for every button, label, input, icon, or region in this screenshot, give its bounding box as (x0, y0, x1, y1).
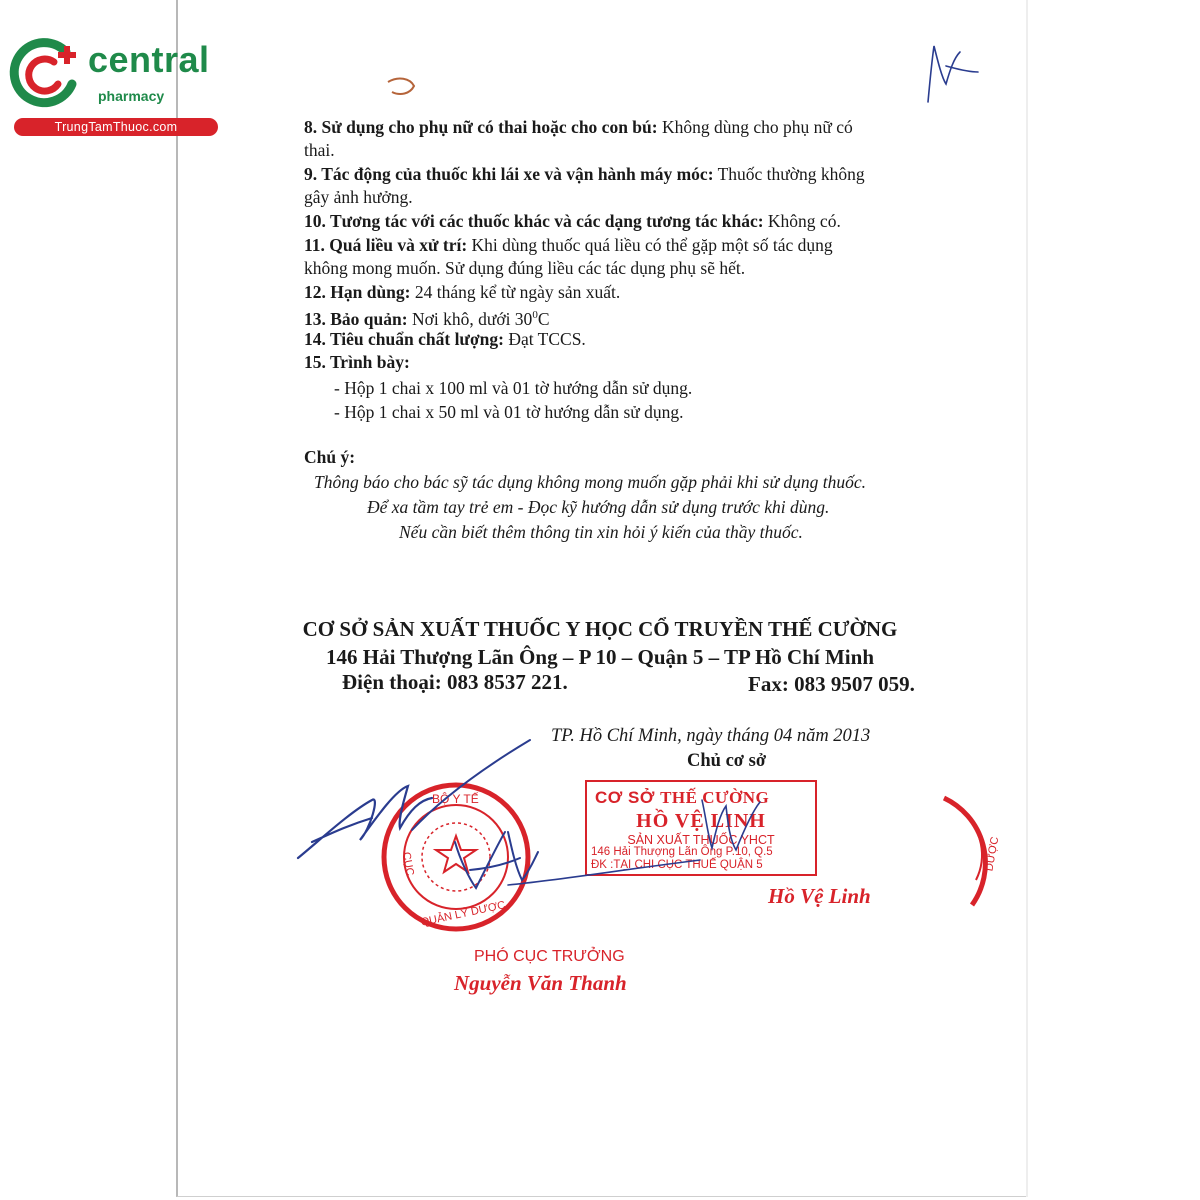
section-9 (304, 163, 982, 186)
dateline: TP. Hồ Chí Minh, ngày tháng 04 năm 2013 (551, 726, 871, 746)
section-15 (304, 351, 410, 374)
section-9-text: Thuốc thường không (713, 164, 865, 184)
deputy-title: PHÓ CỤC TRƯỞNG (474, 948, 625, 965)
seal-left-text: CỤC (399, 851, 416, 877)
company-fax: Fax: 083 9507 059. (748, 672, 915, 696)
seal-right-text: DƯỢC (983, 835, 1002, 873)
section-14-text: Đạt TCCS. (503, 329, 586, 349)
section-10-text: Không có. (763, 211, 841, 231)
owner-name: Hồ Vệ Linh (768, 884, 871, 908)
brand-name: central (88, 39, 210, 80)
section-9-title: 9. Tác động của thuốc khi lái xe và vận hành máy móc: (304, 164, 714, 184)
section-8-text: Không dùng cho phụ nữ có (657, 117, 853, 137)
seal-bottom-text: QUẢN LÝ DƯỢC (419, 899, 507, 929)
brand-logo[interactable] (8, 34, 218, 138)
deputy-name: Nguyễn Văn Thanh (454, 971, 627, 995)
presentation-item: - Hộp 1 chai x 100 ml và 01 tờ hướng dẫn sử dụng. (334, 378, 693, 398)
note-line: Thông báo cho bác sỹ tác dụng không mong muốn gặp phải khi sử dụng thuốc. (314, 472, 866, 492)
company-address: 146 Hải Thượng Lãn Ông – P 10 – Quận 5 – TP Hồ Chí Minh (325, 645, 875, 669)
note-line: Để xa tầm tay trẻ em - Đọc kỹ hướng dẫn sử dụng trước khi dùng. (367, 497, 830, 517)
section-11-title: 11. Quá liều và xử trí: (304, 235, 468, 255)
stamp-line-2: HỒ VỆ LINH (636, 810, 766, 832)
section-13-sup: 0 (532, 309, 538, 321)
seal-top-text: BỘ Y TẾ (432, 792, 479, 806)
company-stamp (585, 780, 817, 876)
stamp-line-4: 146 Hải Thượng Lãn Ông P.10, Q.5 (591, 846, 773, 858)
section-11-text: Khi dùng thuốc quá liều có thể gặp một số tác dụng (467, 235, 833, 255)
stamp-line-3: SẢN XUẤT THUỐC YHCT (627, 833, 775, 847)
note-title: Chú ý: (304, 447, 356, 467)
section-8-cont: thai. (304, 140, 335, 160)
note-line: Nếu cần biết thêm thông tin xin hỏi ý kiến của thầy thuốc. (399, 522, 803, 542)
section-12-text: 24 tháng kể từ ngày sản xuất. (410, 282, 621, 302)
section-8 (304, 116, 982, 139)
section-15-title: 15. Trình bày: (304, 352, 410, 372)
company-name: CƠ SỞ SẢN XUẤT THUỐC Y HỌC CỔ TRUYỀN THẾ CƯỜNG (302, 617, 898, 641)
section-12-title: 12. Hạn dùng: (304, 282, 411, 302)
brand-site[interactable]: TrungTamThuoc.com (14, 118, 218, 136)
section-14-title: 14. Tiêu chuẩn chất lượng: (304, 329, 504, 349)
presentation-item: - Hộp 1 chai x 50 ml và 01 tờ hướng dẫn sử dụng. (334, 402, 684, 422)
owner-title: Chủ cơ sở (687, 751, 767, 771)
section-9-cont: gây ảnh hưởng. (304, 187, 413, 207)
section-13-text: Nơi khô, dưới 30 (407, 308, 533, 329)
section-13 (304, 304, 550, 331)
section-10 (304, 210, 841, 233)
stamp-line-5: ĐK :TẠI CHI CỤC THUẾ QUẬN 5 (591, 859, 763, 871)
section-8-title: 8. Sử dụng cho phụ nữ có thai hoặc cho con bú: (304, 117, 658, 137)
pharmacy-cross-icon (8, 34, 88, 114)
section-14 (304, 328, 586, 351)
company-phone: Điện thoại: 083 8537 221. (342, 670, 568, 694)
section-12 (304, 281, 620, 304)
section-11-cont: không mong muốn. Sử dụng đúng liều các tác dụng phụ sẽ hết. (304, 258, 746, 278)
section-13-tail: C (537, 308, 550, 329)
brand-sub: pharmacy (98, 88, 165, 104)
section-11 (304, 234, 982, 257)
section-10-title: 10. Tương tác với các thuốc khác và các dạng tương tác khác: (304, 211, 764, 231)
section-13-title: 13. Bảo quản: (304, 308, 408, 329)
stamp-line-1: CƠ SỞ THẾ CƯỜNG (595, 788, 770, 807)
